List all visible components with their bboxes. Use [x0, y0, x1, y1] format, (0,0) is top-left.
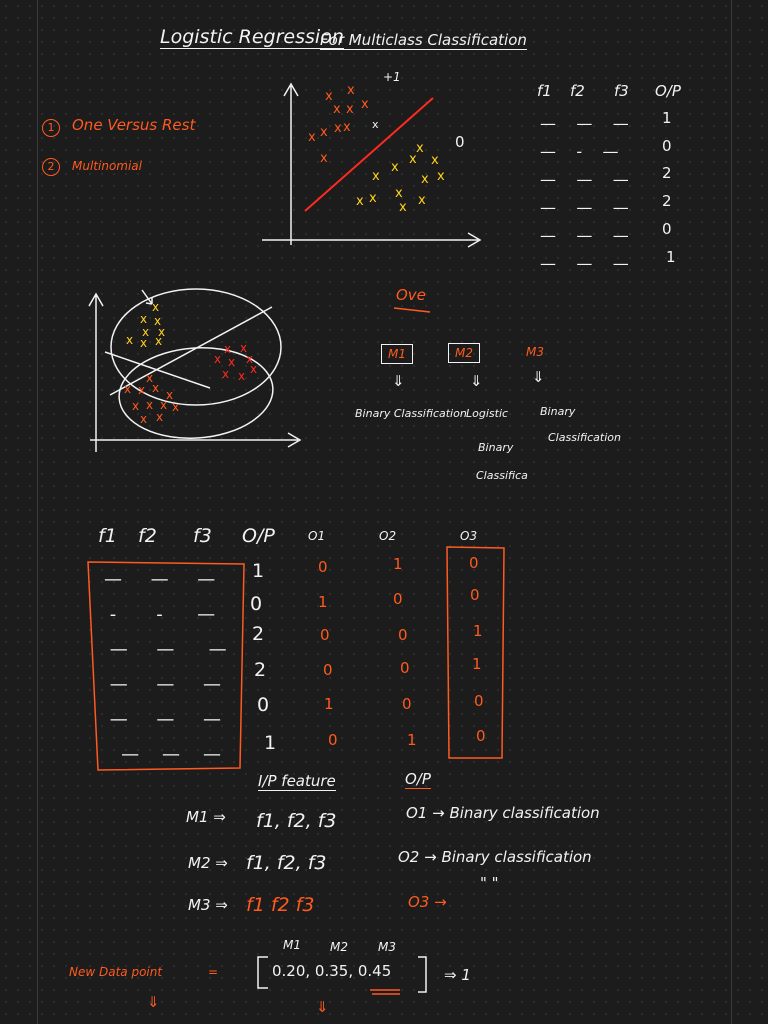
- svg-text:x: x: [240, 341, 248, 355]
- svg-text:x: x: [152, 381, 160, 395]
- o1-row-1: 0: [318, 558, 328, 576]
- o2-row-6: 1: [407, 731, 417, 749]
- new-data-point-equals: =: [208, 965, 219, 979]
- m2-description-line3: Classifica: [476, 469, 528, 482]
- svg-text:x: x: [138, 383, 146, 397]
- big-table-op-1: 1: [252, 560, 265, 582]
- top-table-header-f2: f2: [570, 82, 585, 100]
- svg-text:x: x: [418, 193, 426, 208]
- o3-row-5: 0: [474, 692, 484, 710]
- svg-text:x: x: [347, 83, 355, 98]
- top-table-dashes: — — — — - — — — — — — — — — — — — —: [540, 114, 629, 273]
- svg-text:x: x: [146, 398, 154, 412]
- new-data-point-arrow: ⇓: [147, 993, 160, 1011]
- m1-arrow: ⇓: [392, 372, 405, 390]
- big-table-op-3: 2: [252, 623, 265, 645]
- m3-description-line2: Classification: [548, 431, 621, 444]
- top-table-header-f1: f1: [537, 82, 552, 100]
- m2-description-line1: Logistic: [466, 407, 509, 420]
- svg-text:x: x: [421, 172, 429, 187]
- m2-features: f1, f2, f3: [246, 852, 327, 874]
- op-header: O/P: [405, 770, 431, 788]
- svg-text:x: x: [154, 314, 162, 328]
- svg-text:x: x: [369, 191, 377, 206]
- m1-features: f1, f2, f3: [256, 810, 337, 832]
- svg-text:x: x: [395, 186, 403, 201]
- o1-row-6: 0: [328, 731, 338, 749]
- m2-arrow: ⇓: [470, 372, 483, 390]
- svg-text:x: x: [372, 169, 380, 184]
- method-1-number: 1: [42, 119, 60, 137]
- o2-row-1: 1: [393, 555, 403, 573]
- prob-right-bracket: [418, 957, 426, 992]
- method-2-label: Multinomial: [72, 159, 142, 173]
- top-table-op-4: 2: [662, 192, 672, 210]
- prob-model-m2: M2: [330, 940, 348, 954]
- plus-one-label: +1: [383, 70, 401, 84]
- svg-text:x: x: [152, 300, 160, 314]
- svg-text:x: x: [160, 398, 168, 412]
- svg-text:x: x: [325, 89, 333, 104]
- o1-row-5: 1: [324, 695, 334, 713]
- model-m2-box: M2: [448, 343, 480, 363]
- top-table-op-6: 1: [666, 248, 676, 266]
- big-table-op-4: 2: [254, 659, 267, 681]
- misc-point: x: [372, 118, 379, 131]
- scatter-axes: [262, 84, 480, 247]
- ovr-title-underline: [394, 308, 430, 312]
- prob-model-m3: M3: [378, 940, 396, 954]
- svg-text:x: x: [126, 333, 134, 347]
- big-table-header-o3: O3: [460, 529, 478, 543]
- top-table-op-1: 1: [662, 109, 672, 127]
- svg-text:x: x: [356, 194, 364, 209]
- big-table-header-f2: f2: [138, 525, 157, 547]
- model-m3-label: M3: [526, 345, 544, 359]
- new-data-point-label: New Data point: [69, 965, 163, 979]
- m2-description-line2: Binary: [478, 441, 514, 454]
- svg-text:x: x: [409, 152, 417, 167]
- o3-row-1: 0: [469, 554, 479, 572]
- svg-text:x: x: [172, 400, 180, 414]
- o2-row-2: 0: [393, 590, 403, 608]
- big-table-header-o1: O1: [308, 529, 326, 543]
- ovr-red-points: [214, 341, 257, 383]
- ovr-yellow-points: [126, 300, 165, 350]
- svg-text:x: x: [431, 153, 439, 168]
- ip-feature-header: I/P feature: [258, 772, 336, 790]
- prob-left-bracket: [258, 957, 268, 988]
- svg-text:x: x: [334, 121, 342, 136]
- zero-label: 0: [455, 133, 465, 151]
- big-table-feature-dashes: — — — - - — — — — — — — — — — — — —: [104, 569, 227, 765]
- ditto-marks: " ": [480, 874, 499, 892]
- o2-row-5: 0: [402, 695, 412, 713]
- svg-text:x: x: [166, 388, 174, 402]
- svg-text:x: x: [361, 97, 369, 112]
- m3-label: M3 ⇒: [188, 896, 228, 914]
- m2-label: M2 ⇒: [188, 854, 228, 872]
- prob-model-m1: M1: [283, 938, 301, 952]
- o1-row-3: 0: [320, 626, 330, 644]
- o3-row-3: 1: [473, 622, 483, 640]
- svg-text:x: x: [214, 352, 222, 366]
- svg-text:x: x: [437, 169, 445, 184]
- top-table-op-2: 0: [662, 137, 672, 155]
- o2-row-3: 0: [398, 626, 408, 644]
- o3-row-2: 0: [470, 586, 480, 604]
- top-table-op-5: 0: [662, 220, 672, 238]
- svg-text:x: x: [238, 369, 246, 383]
- o1-mapping: O1 → Binary classification: [406, 804, 600, 822]
- svg-text:x: x: [320, 151, 328, 166]
- top-table-header-op: O/P: [655, 82, 681, 100]
- svg-text:x: x: [416, 141, 424, 156]
- svg-text:x: x: [224, 342, 232, 356]
- svg-text:x: x: [156, 410, 164, 424]
- big-table-header-o2: O2: [379, 529, 397, 543]
- title-part2: For Multiclass Classification: [320, 31, 527, 49]
- m1-label: M1 ⇒: [186, 808, 226, 826]
- svg-text:x: x: [246, 352, 254, 366]
- top-table-op-3: 2: [662, 164, 672, 182]
- svg-text:x: x: [391, 160, 399, 175]
- prediction-result: ⇒ 1: [444, 966, 471, 984]
- o2-row-4: 0: [400, 659, 410, 677]
- big-table-op-2: 0: [250, 593, 263, 615]
- big-table-header-f3: f3: [193, 525, 212, 547]
- svg-text:x: x: [132, 399, 140, 413]
- svg-text:x: x: [346, 102, 354, 117]
- m1-description: Binary Classification: [355, 407, 467, 420]
- title-part1: Logistic Regression: [160, 26, 344, 48]
- o1-row-2: 1: [318, 593, 328, 611]
- o3-row-6: 0: [476, 727, 486, 745]
- o2-mapping: O2 → Binary classification: [398, 848, 592, 866]
- svg-text:x: x: [228, 355, 236, 369]
- big-table-op-6: 1: [264, 732, 277, 754]
- o3-mapping: O3 →: [408, 893, 447, 911]
- svg-text:x: x: [333, 102, 341, 117]
- svg-text:x: x: [146, 371, 154, 385]
- class-zero-points: [356, 141, 445, 215]
- m3-description-line1: Binary: [540, 405, 576, 418]
- m3-features: f1 f2 f3: [246, 894, 315, 916]
- class-plus-points: [308, 83, 369, 166]
- svg-text:x: x: [399, 200, 407, 215]
- svg-text:x: x: [140, 336, 148, 350]
- model-m1-box: M1: [381, 344, 413, 364]
- svg-text:x: x: [142, 325, 150, 339]
- o1-row-4: 0: [323, 661, 333, 679]
- method-2-number: 2: [42, 158, 60, 176]
- ovr-title: Ove: [396, 286, 426, 304]
- big-table-op-5: 0: [257, 694, 270, 716]
- svg-text:x: x: [222, 367, 230, 381]
- m3-arrow: ⇓: [532, 368, 545, 386]
- big-table-header-op: O/P: [242, 525, 275, 547]
- probabilities: 0.20, 0.35, 0.45: [272, 962, 392, 980]
- svg-text:x: x: [158, 325, 166, 339]
- svg-text:x: x: [155, 334, 163, 348]
- svg-text:x: x: [140, 412, 148, 426]
- svg-text:x: x: [320, 125, 328, 140]
- o3-row-4: 1: [472, 655, 482, 673]
- svg-text:x: x: [124, 382, 132, 396]
- big-table-header-f1: f1: [98, 525, 117, 547]
- svg-text:x: x: [343, 120, 351, 135]
- top-table-header-f3: f3: [614, 82, 629, 100]
- svg-text:x: x: [308, 130, 316, 145]
- method-1-label: One Versus Rest: [72, 116, 196, 134]
- svg-text:x: x: [250, 362, 258, 376]
- svg-text:x: x: [140, 312, 148, 326]
- prob-down-arrow: ⇓: [316, 998, 329, 1016]
- ovr-orange-points: [124, 371, 179, 426]
